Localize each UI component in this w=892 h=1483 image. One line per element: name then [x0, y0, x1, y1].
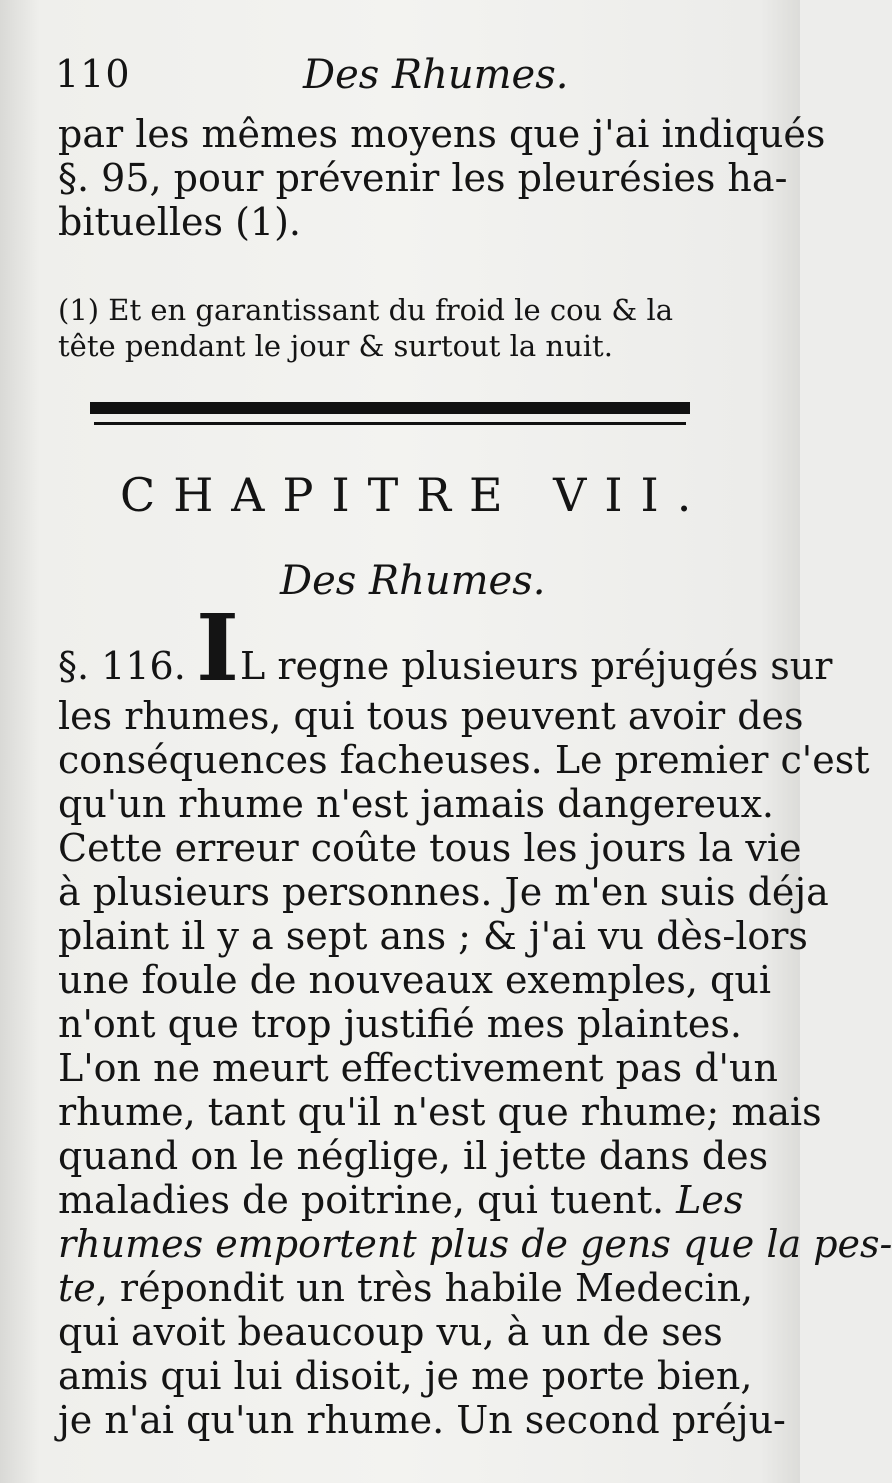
first-line-text: L regne plusieurs préjugés sur — [240, 644, 833, 688]
footnote-line: (1) Et en garantissant du froid le cou & la — [58, 293, 674, 327]
body-line-italic: rhumes emportent plus de gens que la pes- — [58, 1222, 892, 1266]
section-marker: §. 116. — [58, 644, 186, 688]
running-title: Des Rhumes. — [303, 52, 569, 98]
body-line: quand on le néglige, il jette dans des — [58, 1134, 769, 1178]
body-line: conséquences facheuses. Le premier c'est — [58, 738, 870, 782]
drop-cap: I — [196, 594, 240, 702]
body-line: qui avoit beaucoup vu, à un de ses — [58, 1310, 723, 1354]
text-line: par les mêmes moyens que j'ai indiqués — [58, 112, 826, 156]
body-line: les rhumes, qui tous peuvent avoir des — [58, 694, 804, 738]
line-italic-part: Les — [676, 1178, 744, 1222]
line-italic-part: te — [58, 1266, 96, 1310]
page-number: 110 — [55, 52, 131, 96]
chapter-rule-thin — [94, 422, 686, 425]
page-header — [55, 52, 745, 112]
text-line: §. 95, pour prévenir les pleurésies ha- — [58, 156, 788, 200]
body-line: qu'un rhume n'est jamais dangereux. — [58, 782, 775, 826]
body-line: L'on ne meurt effectivement pas d'un — [58, 1046, 778, 1090]
body-line: rhume, tant qu'il n'est que rhume; mais — [58, 1090, 822, 1134]
text-line: bituelles (1). — [58, 200, 301, 244]
body-line — [58, 1178, 744, 1222]
body-line: plaint il y a sept ans ; & j'ai vu dès-lors — [58, 914, 808, 958]
footnote-line: tête pendant le jour & surtout la nuit. — [58, 329, 613, 363]
body-line: n'ont que trop justifié mes plaintes. — [58, 1002, 742, 1046]
line-roman-part: maladies de poitrine, qui tuent. — [58, 1178, 677, 1222]
body-line: Cette erreur coûte tous les jours la vie — [58, 826, 802, 870]
body-line: à plusieurs personnes. Je m'en suis déja — [58, 870, 829, 914]
body-line — [58, 1266, 754, 1310]
body-line: amis qui lui disoit, je me porte bien, — [58, 1354, 753, 1398]
body-line: une foule de nouveaux exemples, qui — [58, 958, 771, 1002]
chapter-heading: CHAPITRE VII. — [120, 468, 710, 522]
line-roman-part: , répondit un très habile Medecin, — [95, 1266, 754, 1310]
chapter-rule-thick — [90, 402, 690, 414]
body-line: je n'ai qu'un rhume. Un second préju- — [58, 1398, 786, 1442]
chapter-title: Des Rhumes. — [280, 558, 546, 604]
